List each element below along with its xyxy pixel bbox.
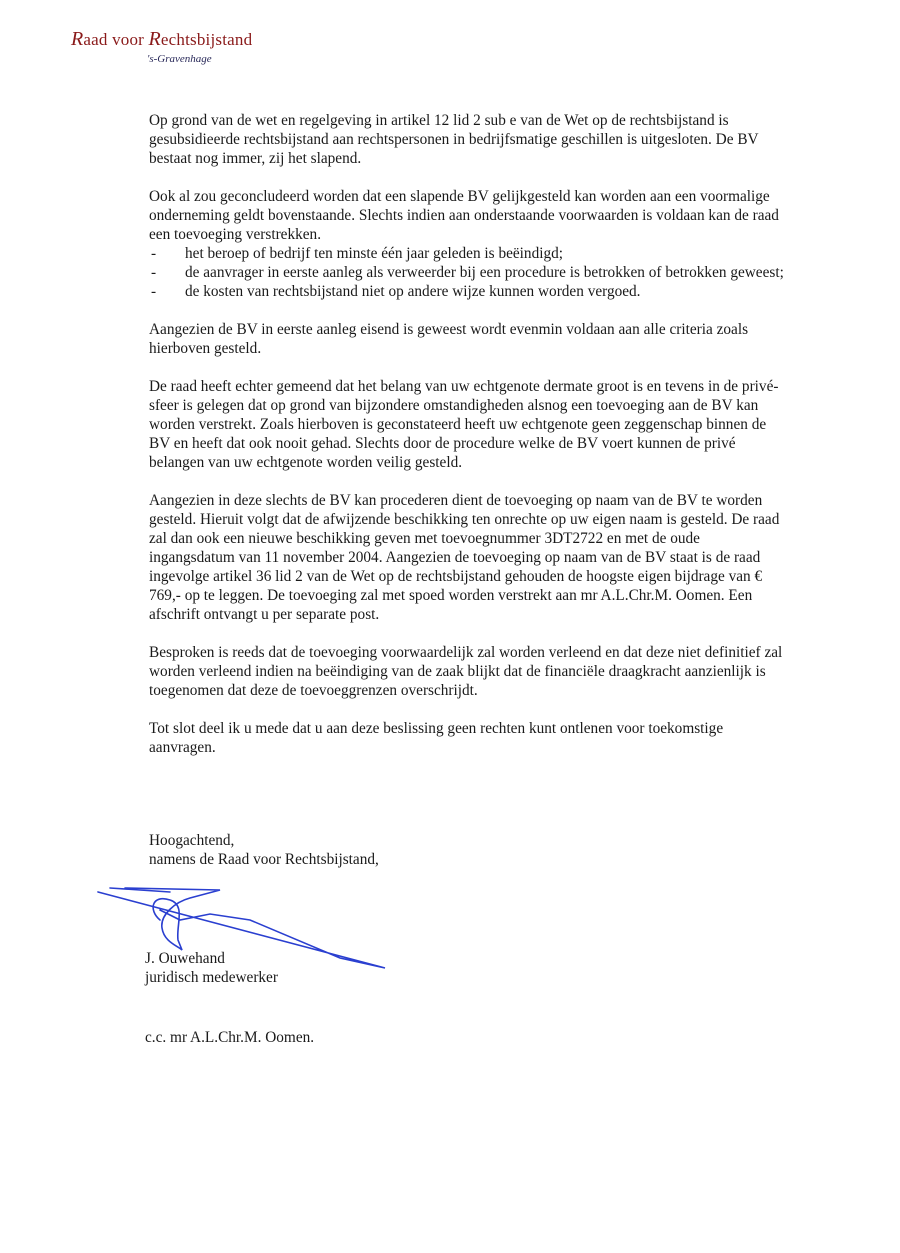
condition-item [149,282,789,301]
organization-name [71,28,252,51]
paragraph-special-circumstances: De raad heeft echter gemeend dat het belang van uw echtgenote dermate groot is en tevens in de privé-sfeer is gelegen dat op grond van bijzondere omstandigheden alsnog een toevoeging aan de BV kan worden verstrekt. Zoals hierboven is geconstateerd heeft uw echtgenote geen zeggenschap binnen de BV en heeft dat ook nooit gehad. Slechts door de procedure welke de BV voert kunnen de privé belangen van uw echtgenote worden veilig gesteld. [149,378,779,471]
signer-title: juridisch medewerker [145,969,278,986]
letter-body [149,111,789,776]
paragraph-final-note: Tot slot deel ik u mede dat u aan deze beslissing geen rechten kunt ontlenen voor toekomstige aanvragen. [149,720,724,756]
paragraph-criteria: Aangezien de BV in eerste aanleg eisend is geweest wordt evenmin voldaan aan alle criteria zoals hierboven gesteld. [149,321,749,357]
on-behalf-line: namens de Raad voor Rechtsbijstand, [149,851,379,868]
bullet-dash: - [151,283,157,300]
paragraph-conditions [149,187,789,301]
condition-item [149,244,789,263]
bullet-dash: - [151,245,157,262]
signer-block [145,949,278,987]
conditions-list [149,244,789,301]
paragraph-new-decision: Aangezien in deze slechts de BV kan procederen dient de toevoeging op naam van de BV te worden gesteld. Hieruit volgt dat de afwijzende beschikking ten onrechte op uw eigen naam is gesteld. De raad zal dan ook een nieuwe beschikking geven met toevoegnummer 3DT2722 en met de oude ingangsdatum van 11 november 2004. Aangezien de toevoeging op naam van de BV staat is de raad ingevolge artikel 36 lid 2 van de Wet op de rechtsbijstand gehouden de hoogste eigen bijdrage van € 769,- op te leggen. De toevoeging zal met spoed worden verstrekt aan mr A.L.Chr.M. Oomen. Een afschrift ontvangt u per separate post. [149,492,780,623]
letterhead [71,28,252,65]
bullet-dash: - [151,264,157,281]
condition-text: het beroep of bedrijf ten minste één jaar geleden is beëindigd; [185,245,564,262]
org-name-part-2: echtsbijstand [160,30,253,49]
cc-line: c.c. mr A.L.Chr.M. Oomen. [145,1029,315,1046]
salutation: Hoogachtend, [149,832,235,849]
signer-name: J. Ouwehand [145,950,225,967]
paragraph-legal-basis: Op grond van de wet en regelgeving in artikel 12 lid 2 sub e van de Wet op de rechtsbijstand is gesubsidieerde rechtsbijstand aan rechtspersonen in bedrijfsmatige geschillen is uitgesloten. De BV bestaat nog immer, zij het slapend. [149,112,759,167]
closing-block [149,831,379,869]
condition-text: de kosten van rechtsbijstand niet op andere wijze kunnen worden vergoed. [185,283,641,300]
condition-text: de aanvrager in eerste aanleg als verweerder bij een procedure is betrokken of betrokken geweest; [185,264,784,281]
conditions-intro: Ook al zou geconcludeerd worden dat een slapende BV gelijkgesteld kan worden aan een voormalige onderneming geldt bovenstaande. Slechts indien aan onderstaande voorwaarden is voldaan kan de raad een toevoeging verstrekken. [149,188,779,243]
org-name-part-1: aad voor [83,30,149,49]
condition-item [149,263,789,282]
paragraph-conditional-grant: Besproken is reeds dat de toevoeging voorwaardelijk zal worden verleend en dat deze niet definitief zal worden verleend indien na beëindiging van de zaak blijkt dat de financiële draagkracht aanzienlijk is toegenomen dat deze de toevoeggrenzen overschrijdt. [149,644,783,699]
org-name-initial-2: R [148,28,161,50]
organization-city: 's-Gravenhage [147,53,212,65]
org-name-initial-1: R [71,28,84,50]
